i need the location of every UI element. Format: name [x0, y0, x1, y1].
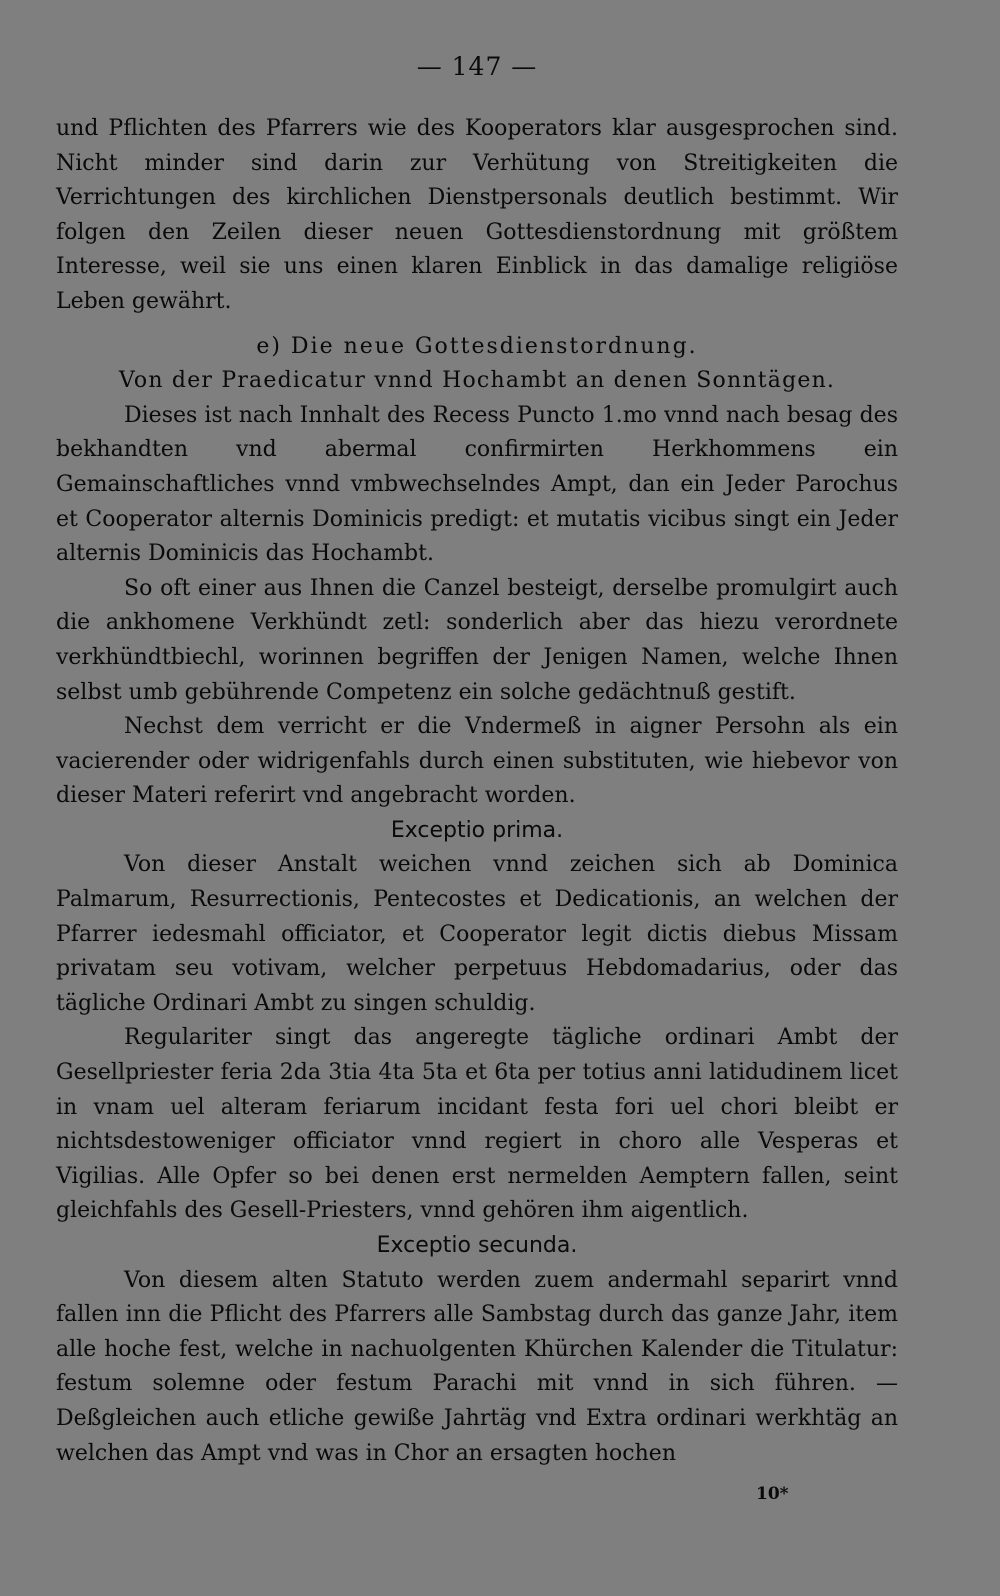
- exceptio-secunda-heading: Exceptio secunda.: [376, 1233, 578, 1258]
- paragraph-section-3: Nechst dem verricht er die Vndermeß in aigner Persohn als ein vacierender oder widrigenfahls durch einen substituten, wie hiebevor von dieser Materi referirt vnd angebracht worden.: [56, 714, 898, 809]
- paragraph-intro: und Pflichten des Pfarrers wie des Kooperators klar ausgesprochen sind. Nicht minder sind darin zur Verhütung von Streitigkeiten die Verrichtungen des kirchlichen Dienstpersonals deutlich bestimmt. Wir folgen den Zeilen dieser neuen Gottesdienstordnung mit größtem Interesse, weil sie uns einen klaren Einblick in das damalige religiöse Leben gewährt.: [56, 116, 898, 314]
- paragraph-secunda-1: Von diesem alten Statuto werden zuem andermahl separirt vnnd fallen inn die Pflicht des Pfarrers alle Sambstag durch das ganze Jahr, item alle hoche fest, welche in nachuolgenten Khürchen Kalender die Titulatur: festum solemne oder festum Parachi mit vnnd in sich führen. — Deßgleichen auch etliche gewiße Jahrtäg vnd Extra ordinari werkhtäg an welchen das Ampt vnd was in Chor an ersagten hochen: [56, 1267, 898, 1466]
- paragraph-section-1: Dieses ist nach Innhalt des Recess Puncto 1.mo vnnd nach besag des bekhandten vnd abermal confirmirten Herkhommens ein Gemainschaftliches vnnd vmbwechselndes Ampt, dan ein Jeder Parochus et Cooperator alternis Dominicis predigt: et mutatis vicibus singt ein Jeder alternis Dominicis das Hochambt.: [56, 402, 898, 567]
- section-heading: e) Die neue Gottesdienstordnung.: [256, 333, 698, 359]
- paragraph-section-2: So oft einer aus Ihnen die Canzel besteigt, derselbe promulgirt auch die ankhomene Verkhündt zetl: sonderlich aber das hiezu verordnete verkhündtbiechl, worinnen begriffen der Jenigen Namen, welche Ihnen selbst umb gebührende Competenz ein solche gedächtnuß gestift.: [56, 575, 898, 705]
- page-number: — 147 —: [416, 52, 538, 81]
- body-text: [56, 112, 898, 1471]
- signature-mark: 10*: [756, 1484, 789, 1504]
- paragraph-prima-2: Regulariter singt das angeregte tägliche ordinari Ambt der Gesellpriester feria 2da 3tia 4ta 5ta et 6ta per totius anni latidudinem licet in vnam uel alteram feriarum incidant festa fori uel chori bleibt er nichtsdestoweniger officiator vnnd regiert in choro alle Vesperas et Vigilias. Alle Opfer so bei denen erst nermelden Aemptern fallen, seint gleichfahls des Gesell-Priesters, vnnd gehören ihm aigentlich.: [56, 1025, 898, 1224]
- document-page: [56, 0, 898, 1596]
- subheading: Von der Praedicatur vnnd Hochambt an denen Sonntägen.: [118, 368, 836, 394]
- paragraph-prima-1: Von dieser Anstalt weichen vnnd zeichen sich ab Dominica Palmarum, Resurrectionis, Pentecostes et Dedicationis, an welchen der Pfarrer iedesmahl officiator, et Cooperator legit dictis diebus Missam privatam seu votivam, welcher perpetuus Hebdomadarius, oder das tägliche Ordinari Ambt zu singen schuldig.: [56, 852, 898, 1016]
- exceptio-prima-heading: Exceptio prima.: [390, 817, 564, 843]
